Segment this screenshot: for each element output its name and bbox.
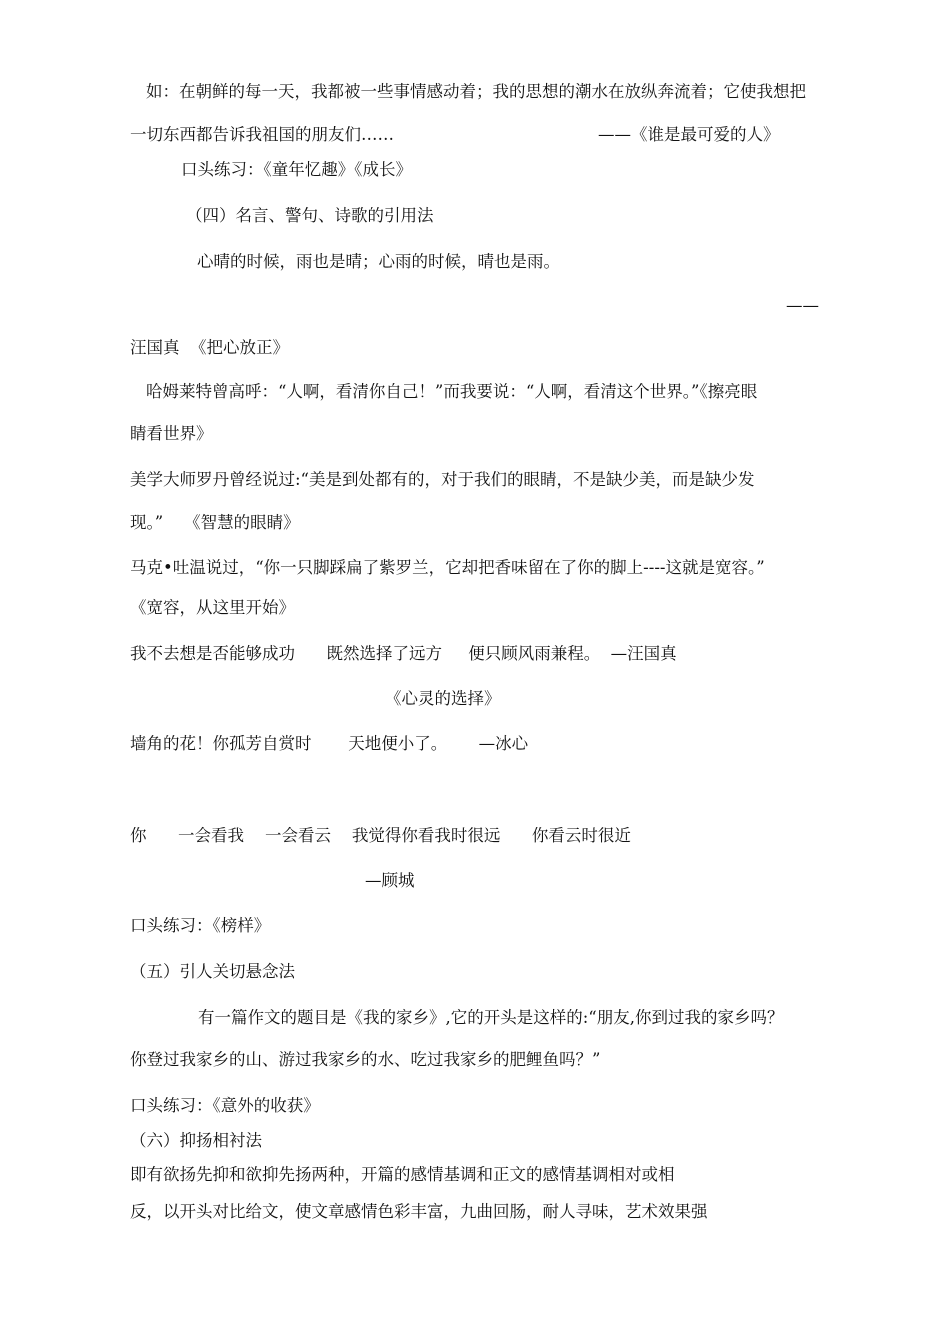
quote-line: 《宽容，从这里开始》: [130, 598, 295, 617]
quote-line: 美学大师罗丹曾经说过:“美是到处都有的，对于我们的眼睛，不是缺少美，而是缺少发: [130, 470, 755, 489]
section-heading: （四）名言、警句、诗歌的引用法: [186, 206, 434, 225]
poem-line: 墙角的花！你孤芳自赏时 天地便小了。 —冰心: [130, 734, 529, 753]
source-attribution: ——《谁是最可爱的人》: [598, 125, 780, 144]
quote-line: 心晴的时候，雨也是晴；心雨的时候，晴也是雨。: [197, 252, 560, 271]
section-heading: （五）引人关切悬念法: [130, 962, 295, 981]
practice-line: 口头练习：《意外的收获》: [130, 1096, 320, 1115]
poem-line: 你 一会看我 一会看云 我觉得你看我时很远 你看云时很近: [130, 826, 631, 845]
text-line: 一切东西都告诉我祖国的朋友们……: [130, 125, 394, 144]
practice-line: 口头练习：《榜样》: [130, 916, 271, 935]
body-line: 即有欲扬先抑和欲抑先扬两种，开篇的感情基调和正文的感情基调相对或相: [130, 1165, 675, 1184]
quote-line: 睛看世界》: [130, 424, 213, 443]
body-line: 你登过我家乡的山、游过我家乡的水、吃过我家乡的肥鲤鱼吗？”: [130, 1050, 601, 1069]
body-line: 有一篇作文的题目是《我的家乡》,它的开头是这样的:“朋友,你到过我的家乡吗？: [198, 1008, 784, 1027]
body-line: 反，以开头对比给文，使文章感情色彩丰富，九曲回肠，耐人寻味，艺术效果强: [130, 1202, 708, 1221]
quote-line: 马克•吐温说过，“你一只脚踩扁了紫罗兰，它却把香味留在了你的脚上----这就是宽容。”: [130, 558, 765, 577]
text-line: 如：在朝鲜的每一天，我都被一些事情感动着；我的思想的潮水在放纵奔流着；它使我想把: [146, 82, 806, 101]
source-attribution: 《心灵的选择》: [385, 689, 501, 708]
dash-line: ——: [786, 296, 819, 315]
source-attribution: —顾城: [365, 871, 415, 890]
quote-line: 哈姆莱特曾高呼：“人啊，看清你自己！”而我要说：“人啊，看清这个世界。”《擦亮眼: [146, 382, 758, 401]
source-attribution: 汪国真 《把心放正》: [130, 338, 289, 357]
quote-line: 现。” 《智慧的眼睛》: [130, 513, 300, 532]
section-heading: （六）抑扬相衬法: [130, 1131, 262, 1150]
poem-line: 我不去想是否能够成功 既然选择了远方 便只顾风雨兼程。 —汪国真: [130, 644, 677, 663]
practice-line: 口头练习：《童年忆趣》《成长》: [181, 160, 412, 179]
